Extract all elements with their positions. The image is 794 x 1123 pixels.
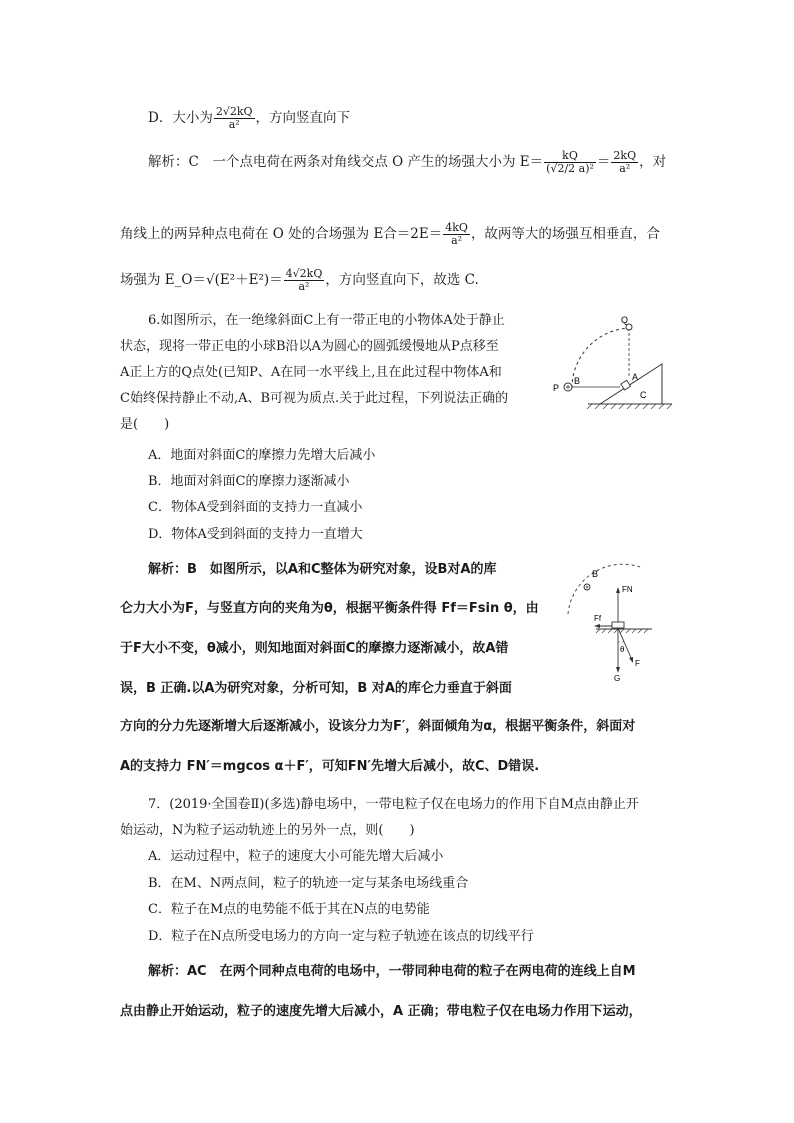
q7-option-b: B．在M、N两点间，粒子的轨迹一定与某条电场线重合: [148, 876, 469, 891]
q5-sol1-end: ，对: [639, 154, 667, 170]
q5-sol1-text: 一个点电荷在两条对角线交点 O 产生的场强大小为 E＝: [212, 154, 544, 170]
q5-sol1-eq: ＝: [596, 154, 611, 170]
q6-solution-line-5: 方向的分力先逐渐增大后逐渐减小，设该分力为F′，斜面倾角为α，根据平衡条件，斜面对: [120, 719, 636, 734]
q5-optd-prefix: D．大小为: [148, 110, 213, 126]
q6-solution-line-1: 解析：B 如图所示，以A和C整体为研究对象，设B对A的库: [148, 562, 497, 577]
q7-solution-line-2: 点由静止开始运动，粒子的速度先增大后减小，A 正确；带电粒子仅在电场力作用下运动，: [120, 1004, 642, 1019]
frac-denominator: a²: [228, 118, 240, 131]
q5-sol1-frac1: [544, 150, 596, 175]
q7-option-c: C．粒子在M点的电势能不低于其在N点的电势能: [148, 902, 430, 917]
frac-denominator: (√2/2 a)²: [546, 162, 594, 175]
fig2-label-theta: θ: [620, 645, 625, 654]
q5-sol1-frac2: [611, 150, 638, 175]
q7-option-a: A．运动过程中，粒子的速度大小可能先增大后减小: [148, 849, 444, 864]
q7-stem-line-2: 始运动，N为粒子运动轨迹上的另外一点，则( ): [120, 823, 415, 838]
q5-sol3-text: 场强为 E_O＝√(E²＋E²)＝: [120, 272, 283, 288]
q6-stem-line-1: 6.如图所示，在一绝缘斜面C上有一带正电的小物体A处于静止: [148, 313, 505, 328]
fig1-label-q: Q: [621, 315, 629, 325]
q6-stem-line-2: 状态，现将一带正电的小球B沿以A为圆心的圆弧缓慢地从P点移至: [120, 339, 499, 354]
q5-sol2-text: 角线上的两异种点电荷在 O 处的合场强为 E合＝2E＝: [120, 226, 443, 242]
frac-denominator: a²: [298, 280, 310, 293]
fig1-label-a: A: [632, 372, 639, 382]
q6-option-a: A．地面对斜面C的摩擦力先增大后减小: [148, 448, 376, 463]
q6-solution-line-2: 仑力大小为F，与竖直方向的夹角为θ，根据平衡条件得 Ff＝Fsin θ，由: [120, 601, 539, 616]
fig1-label-b: B: [574, 376, 581, 386]
q6-incline-figure: [540, 312, 675, 412]
q5-solution-line-2: [120, 222, 660, 247]
q6-option-d: D．物体A受到斜面的支持力一直增大: [148, 527, 363, 542]
q6-stem-line-4: C始终保持静止不动,A、B可视为质点.关于此过程，下列说法正确的: [120, 391, 509, 406]
frac-denominator: a²: [451, 234, 463, 247]
q6-solution-line-6: A的支持力 FN′＝mgcos α＋F′，可知FN′先增大后减小，故C、D错误.: [120, 759, 540, 774]
q5-sol3-end: ，方向竖直向下，故选 C.: [325, 272, 479, 288]
q5-optd-suffix: ，方向竖直向下: [255, 110, 351, 126]
q5-solution-line-1: [148, 150, 666, 175]
frac-numerator: 2√2kQ: [215, 105, 253, 118]
fig2-label-ff: Ff: [594, 614, 602, 623]
q5-sol2-end: ，故两等大的场强互相垂直，合: [470, 226, 660, 242]
fig1-label-c: C: [640, 390, 647, 400]
q5-option-d: [148, 106, 350, 131]
q6-option-c: C．物体A受到斜面的支持力一直减小: [148, 500, 363, 515]
q5-solution-label: 解析：C: [148, 154, 199, 170]
q6-solution-line-3: 于F大小不变，θ减小，则知地面对斜面C的摩擦力逐渐减小，故A错: [120, 641, 509, 656]
frac-denominator: a²: [619, 162, 631, 175]
fig1-label-p: P: [553, 383, 560, 393]
fig2-label-f: F: [635, 659, 640, 668]
q5-sol3-frac: [284, 268, 325, 293]
fig2-label-b: B: [592, 569, 599, 579]
q7-stem-line-1: 7．(2019·全国卷Ⅱ)(多选)静电场中，一带电粒子仅在电场力的作用下自M点由静止开: [148, 797, 639, 812]
q6-stem-line-3: A正上方的Q点处(已知P、A在同一水平线上,且在此过程中物体A和: [120, 365, 502, 380]
q6-force-diagram: [560, 562, 670, 682]
q6-stem-line-5: 是( ): [120, 417, 170, 432]
q5-sol2-frac: [443, 222, 470, 247]
q7-option-d: D．粒子在N点所受电场力的方向一定与粒子轨迹在该点的切线平行: [148, 929, 534, 944]
frac-numerator: 4kQ: [445, 221, 468, 234]
q6-option-b: B．地面对斜面C的摩擦力逐渐减小: [148, 474, 350, 489]
frac-numerator: 2kQ: [613, 149, 637, 162]
fig2-label-fn: FN: [622, 585, 633, 594]
frac-numerator: 4√2kQ: [285, 267, 323, 280]
q5-optd-fraction: [214, 106, 255, 131]
q7-solution-line-1: 解析：AC 在两个同种点电荷的电场中，一带同种电荷的粒子在两电荷的连线上自M: [148, 964, 636, 979]
q5-solution-line-3: [120, 268, 479, 293]
q6-solution-line-4: 误，B 正确.以A为研究对象，分析可知，B 对A的库仑力垂直于斜面: [120, 681, 512, 696]
frac-numerator: kQ: [544, 150, 596, 163]
fig2-label-g: G: [614, 674, 621, 682]
